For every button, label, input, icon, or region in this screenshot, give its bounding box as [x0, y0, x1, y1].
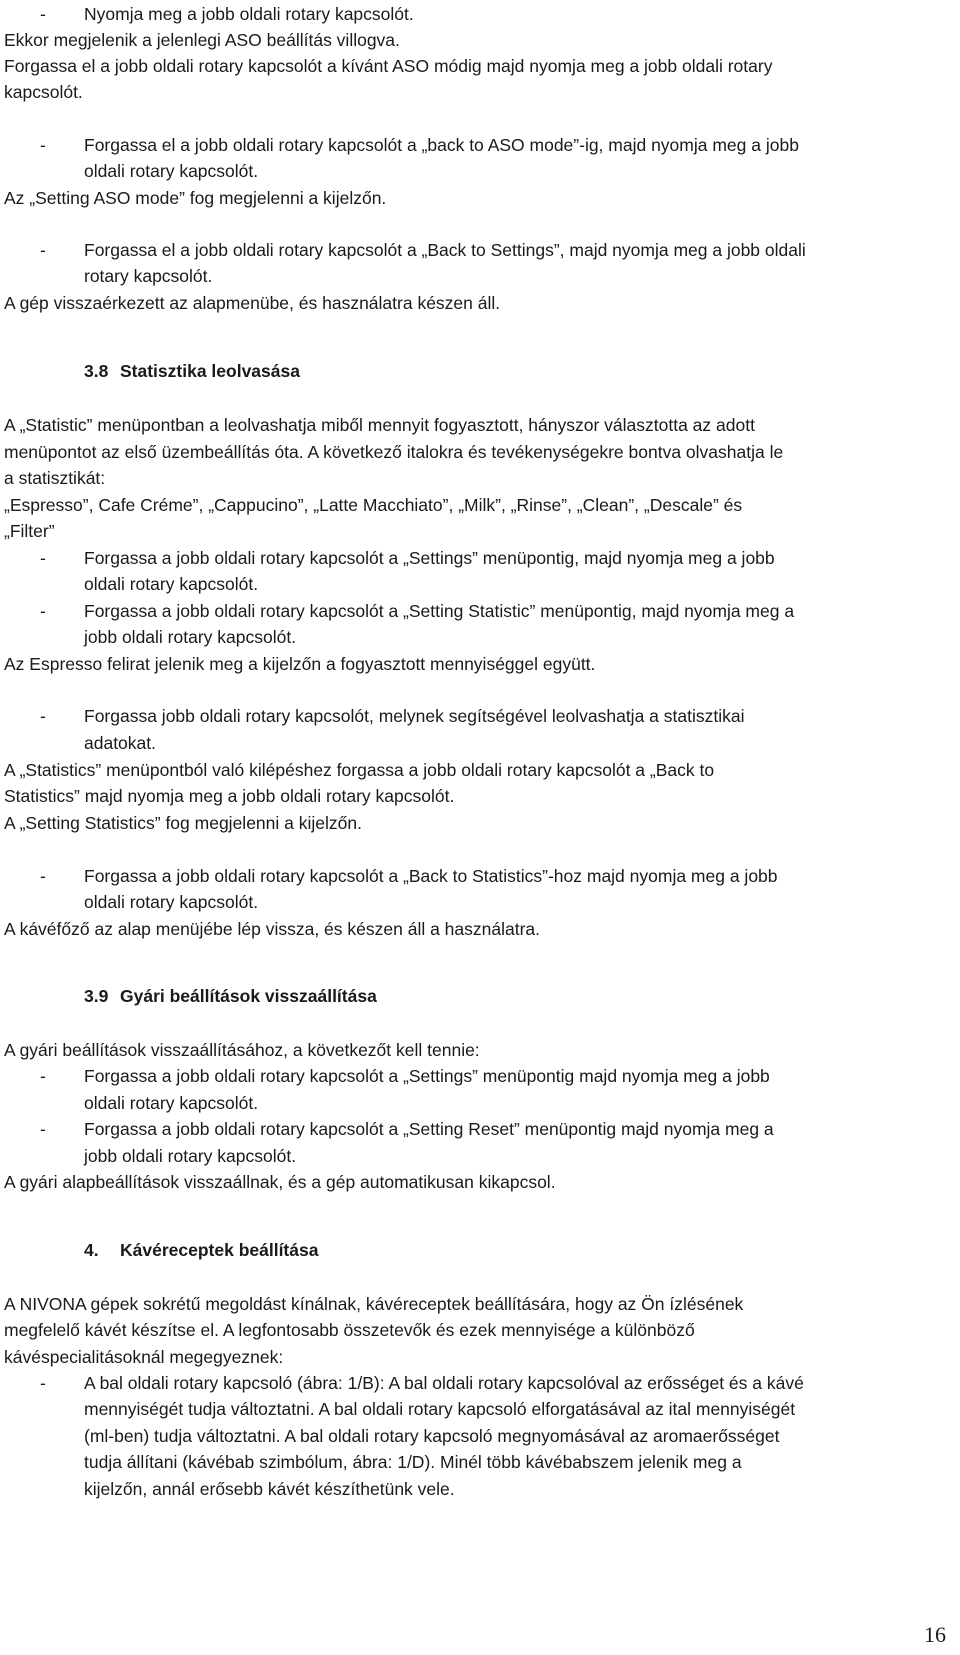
bullet-text: (ml-ben) tudja változtatni. A bal oldali rotary kapcsoló megnyomásával az aromaerősséget — [84, 1426, 780, 1446]
bullet-text: oldali rotary kapcsolót. — [84, 574, 259, 594]
bullet-text: Forgassa a jobb oldali rotary kapcsolót a „Settings” menüpontig, majd nyomja meg a jobb — [84, 548, 775, 568]
section-number: 3.9 — [84, 986, 109, 1006]
bullet-text: Forgassa el a jobb oldali rotary kapcsolót a „Back to Settings”, majd nyomja meg a jobb oldali — [84, 240, 806, 260]
paragraph-line: megfelelő kávét készítse el. A legfontosabb összetevők és ezek mennyisége a különböző — [4, 1320, 695, 1340]
section-title: Statisztika leolvasása — [120, 361, 300, 381]
section-title: Gyári beállítások visszaállítása — [120, 986, 377, 1006]
paragraph-line: „Espresso”, Cafe Créme”, „Cappucino”, „Latte Macchiato”, „Milk”, „Rinse”, „Clean”, „Descale” és — [4, 495, 743, 515]
paragraph-line: A gép visszaérkezett az alapmenübe, és használatra készen áll. — [4, 293, 501, 313]
bullet-text: A bal oldali rotary kapcsoló (ábra: 1/B): A bal oldali rotary kapcsolóval az erősséget és a kávé — [84, 1373, 804, 1393]
paragraph-line: Az Espresso felirat jelenik meg a kijelzőn a fogyasztott mennyiséggel együtt. — [4, 654, 596, 674]
section-number: 3.8 — [84, 361, 109, 381]
paragraph-line: a statisztikát: — [4, 468, 106, 488]
paragraph-line: A „Statistics” menüpontból való kilépéshez forgassa a jobb oldali rotary kapcsolót a „Back to — [4, 760, 715, 780]
bullet-marker: - — [40, 4, 46, 24]
bullet-marker: - — [40, 1119, 46, 1139]
bullet-text: Forgassa a jobb oldali rotary kapcsolót a „Settings” menüpontig majd nyomja meg a jobb — [84, 1066, 770, 1086]
bullet-text: kijelzőn, annál erősebb kávét készíthetünk vele. — [84, 1479, 455, 1499]
bullet-marker: - — [40, 1373, 46, 1393]
bullet-text: Forgassa a jobb oldali rotary kapcsolót a „Setting Statistic” menüpontig, majd nyomja meg a — [84, 601, 795, 621]
bullet-text: rotary kapcsolót. — [84, 266, 213, 286]
paragraph-line: kávéspecialitásoknál megegyeznek: — [4, 1347, 284, 1367]
bullet-text: jobb oldali rotary kapcsolót. — [84, 627, 297, 647]
bullet-marker: - — [40, 866, 46, 886]
page-number: 16 — [924, 1622, 946, 1647]
paragraph-line: Ekkor megjelenik a jelenlegi ASO beállítás villogva. — [4, 30, 400, 50]
bullet-marker: - — [40, 706, 46, 726]
paragraph-line: kapcsolót. — [4, 82, 83, 102]
bullet-text: tudja állítani (kávébab szimbólum, ábra: 1/D). Minél több kávébabszem jelenik meg a — [84, 1452, 742, 1472]
bullet-text: oldali rotary kapcsolót. — [84, 1093, 259, 1113]
section-number: 4. — [84, 1240, 99, 1260]
bullet-text: Forgassa a jobb oldali rotary kapcsolót a „Back to Statistics”-hoz majd nyomja meg a jobb — [84, 866, 778, 886]
paragraph-line: A gyári alapbeállítások visszaállnak, és a gép automatikusan kikapcsol. — [4, 1172, 556, 1192]
paragraph-line: menüpontot az első üzembeállítás óta. A következő italokra és tevékenységekre bontva olvashatja le — [4, 442, 784, 462]
bullet-text: Forgassa a jobb oldali rotary kapcsolót a „Setting Reset” menüpontig majd nyomja meg a — [84, 1119, 774, 1139]
paragraph-line: A „Setting Statistics” fog megjelenni a kijelzőn. — [4, 813, 362, 833]
paragraph-line: Statistics” majd nyomja meg a jobb oldali rotary kapcsolót. — [4, 786, 455, 806]
paragraph-line: Forgassa el a jobb oldali rotary kapcsolót a kívánt ASO módig majd nyomja meg a jobb oldali rotary — [4, 56, 773, 76]
bullet-marker: - — [40, 135, 46, 155]
paragraph-line: „Filter” — [4, 521, 55, 541]
paragraph-line: Az „Setting ASO mode” fog megjelenni a kijelzőn. — [4, 188, 387, 208]
bullet-text: Forgassa el a jobb oldali rotary kapcsolót a „back to ASO mode”-ig, majd nyomja meg a jobb — [84, 135, 799, 155]
bullet-marker: - — [40, 240, 46, 260]
bullet-text: mennyiségét tudja változtatni. A bal oldali rotary kapcsoló elforgatásával az ital mennyiségét — [84, 1399, 796, 1419]
bullet-marker: - — [40, 548, 46, 568]
paragraph-line: A „Statistic” menüpontban a leolvashatja miből mennyit fogyasztott, hányszor választotta az adott — [4, 415, 755, 435]
bullet-text: oldali rotary kapcsolót. — [84, 892, 259, 912]
section-title: Kávéreceptek beállítása — [120, 1240, 319, 1260]
bullet-text: oldali rotary kapcsolót. — [84, 161, 259, 181]
paragraph-line: A gyári beállítások visszaállításához, a következőt kell tennie: — [4, 1040, 480, 1060]
bullet-text: jobb oldali rotary kapcsolót. — [84, 1146, 297, 1166]
bullet-marker: - — [40, 1066, 46, 1086]
bullet-marker: - — [40, 601, 46, 621]
paragraph-line: A kávéfőző az alap menüjébe lép vissza, és készen áll a használatra. — [4, 919, 541, 939]
bullet-text: adatokat. — [84, 733, 156, 753]
bullet-text: Forgassa jobb oldali rotary kapcsolót, melynek segítségével leolvashatja a statisztikai — [84, 706, 745, 726]
paragraph-line: A NIVONA gépek sokrétű megoldást kínálnak, kávéreceptek beállítására, hogy az Ön ízlésének — [4, 1294, 744, 1314]
bullet-text: Nyomja meg a jobb oldali rotary kapcsolót. — [84, 4, 414, 24]
